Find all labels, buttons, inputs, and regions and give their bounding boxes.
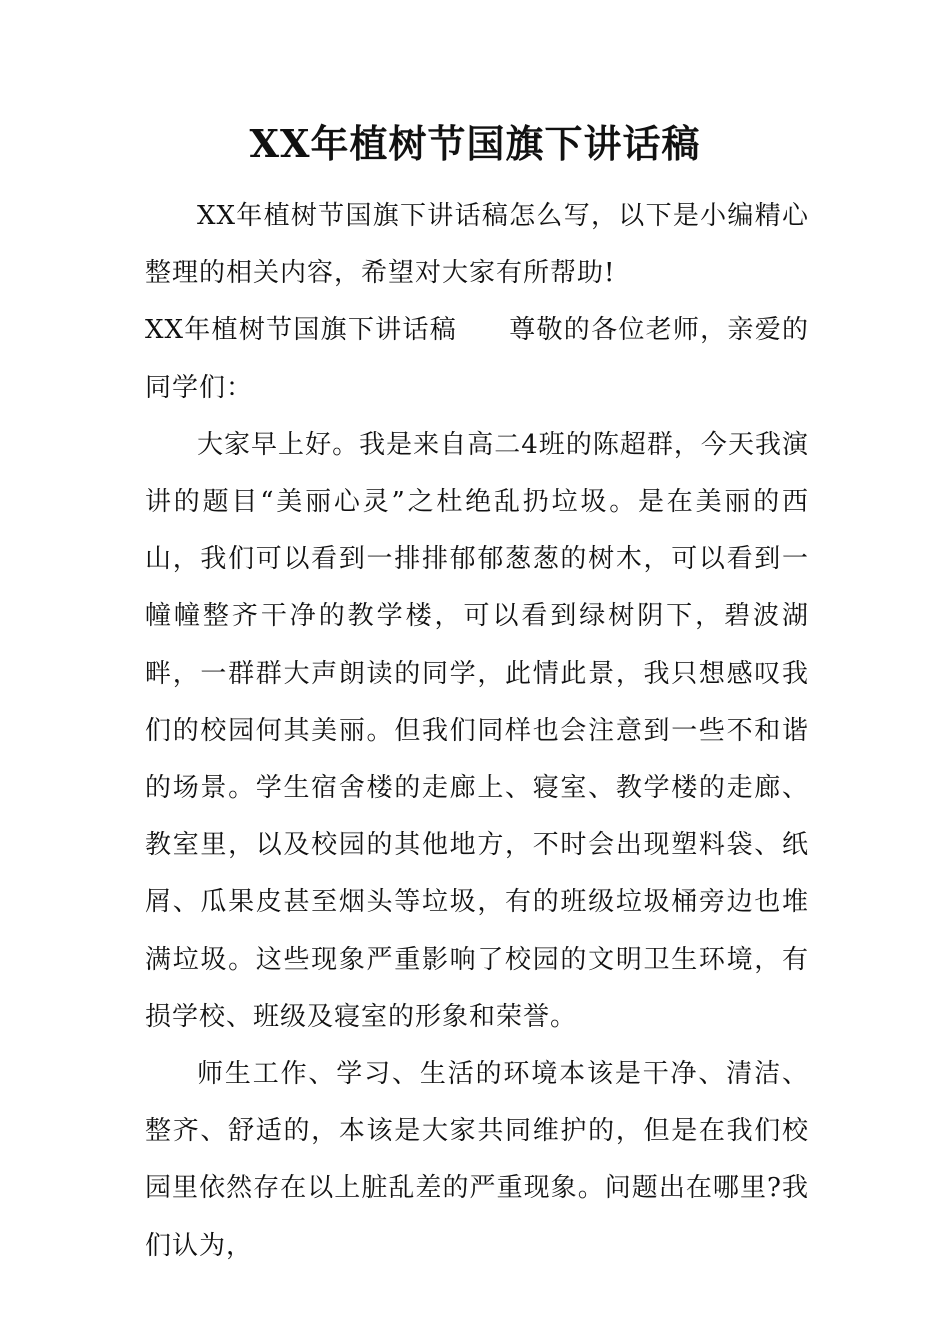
body-paragraph-1: 大家早上好。我是来自高二4班的陈超群，今天我演讲的题目“美丽心灵”之杜绝乱扔垃圾。是在美丽的西山，我们可以看到一排排郁郁葱葱的树木，可以看到一幢幢整齐干净的教学楼，可以看到绿树阴下，碧波湖畔，一群群大声朗读的同学，此情此景，我只想感叹我们的校园何其美丽。但我们同样也会注意到一些不和谐的场景。学生宿舍楼的走廊上、寝室、教学楼的走廊、教室里，以及校园的其他地方，不时会出现塑料袋、纸屑、瓜果皮甚至烟头等垃圾，有的班级垃圾桶旁边也堆满垃圾。这些现象严重影响了校园的文明卫生环境，有损学校、班级及寝室的形象和荣誉。	[145, 429, 809, 1032]
document-title: XX年植树节国旗下讲话稿	[249, 121, 701, 166]
speech-heading-line	[145, 302, 809, 416]
body-paragraph-2: 师生工作、学习、生活的环境本该是干净、清洁、整齐、舒适的，本该是大家共同维护的，但是在我们校园里依然存在以上脏乱差的严重现象。问题出在哪里?我们认为，	[145, 1059, 809, 1261]
speech-title: XX年植树节国旗下讲话稿	[145, 315, 457, 346]
greeting: 尊敬的各位老师，亲爱的同学们：	[145, 315, 809, 403]
document-body	[145, 188, 809, 1275]
intro-paragraph: XX年植树节国旗下讲话稿怎么写，以下是小编精心整理的相关内容，希望对大家有所帮助!	[145, 201, 809, 289]
